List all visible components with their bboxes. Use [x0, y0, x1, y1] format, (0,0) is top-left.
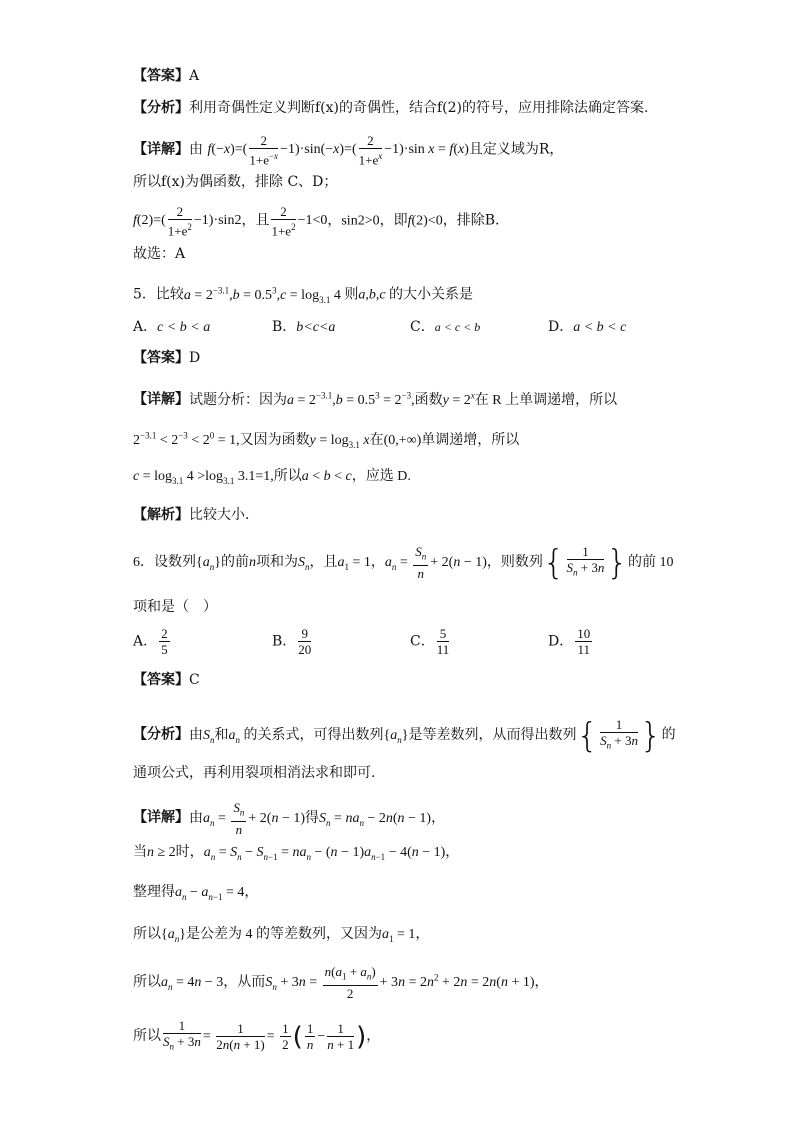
- analysis-text: 利用奇偶性定义判断f(x)的奇偶性，结合f(2)的符号，应用排除法确定答案.: [189, 100, 649, 116]
- option-numerator: 2: [161, 626, 168, 641]
- q4-conclusion: [133, 244, 185, 264]
- analysis-text: 通项公式，再利用裂项相消法求和即可.: [133, 765, 376, 781]
- option-label: B．: [272, 633, 297, 650]
- q6-answer-line: [133, 670, 200, 690]
- detail-text: 试题分析：因为$a = 2^{-3.1},b = 0.5^3 = 2^{-3}$,函数$y = 2^x$在 R 上单调递增，所以: [189, 390, 618, 408]
- q4-detail-line-1: [133, 133, 563, 167]
- q6-analysis-line: [133, 717, 676, 754]
- q5-stem: [133, 280, 473, 309]
- q6-detail-line-4: [133, 924, 429, 949]
- q6-detail-line-1: [133, 800, 445, 837]
- detail-text: $c = \log_{3.1} 4 >\log_{3.1}$ 3.1=1,所以a < b < c，应选 D.: [133, 469, 411, 486]
- option-numerator: 9: [298, 626, 311, 642]
- option-label: B．: [272, 319, 297, 335]
- formula-f2-neg: f(2)<0: [407, 213, 443, 229]
- jiexi-text: 比较大小.: [189, 507, 250, 523]
- q5-detail-line-3: [133, 466, 411, 491]
- detail-suffix: 且定义域为R，: [468, 141, 564, 158]
- option-text: a < b < c: [573, 320, 627, 335]
- option-label: A．: [133, 633, 158, 650]
- detail-text: 整理得$a_n - a_{n-1} = 4$，: [133, 885, 259, 902]
- stem-text: 项和是（ ）: [133, 599, 217, 615]
- option-denominator: 20: [298, 642, 312, 657]
- option-label: C．: [410, 319, 435, 335]
- q6-analysis-line-2: [133, 763, 375, 783]
- q6-option-b: [272, 626, 313, 657]
- stem-formula: $a = 2^{-3.1},b = 0.5^3,c = \log_{3.1} 4$: [183, 285, 345, 305]
- q6-option-c: [410, 626, 451, 657]
- q6-stem-line-2: [133, 597, 217, 617]
- answer-tag: 【答案】: [133, 68, 189, 84]
- detail-text: 由$a_n$ = $\frac{S_n}{n}$ + 2(n − 1)得$S_n = na_n - 2n(n - 1)$，: [189, 800, 446, 837]
- detail-text: 所以$\{a_n\}$是公差为 4 的等差数列，又因为$a_1 = 1$，: [133, 927, 430, 944]
- detail-text: 所以f(x)为偶函数，排除 C、D；: [133, 174, 338, 190]
- text-and: ，且: [241, 212, 270, 229]
- text-ie: ，即: [379, 212, 408, 229]
- option-denominator: 11: [436, 642, 450, 657]
- detail-formula: f(−x)=( $\frac{2}{1+e^{-x}}$ −1)·sin(−x)=( $\frac{2}{1+e^x}$ −1)·sin x = f(x): [207, 133, 469, 168]
- q6-option-d: [548, 626, 594, 657]
- option-label: D．: [548, 633, 574, 650]
- q6-stem: [133, 544, 674, 581]
- formula-f2: f(2)=( $\frac{2}{1+e^2}$ −1)·sin2: [133, 204, 242, 239]
- answer-tag: 【答案】: [133, 672, 189, 688]
- option-text: a < c < b: [434, 320, 481, 334]
- q4-analysis-line: [133, 98, 648, 118]
- detail-text: $2^{-3.1} < 2^{-3} < 2^0 = 1$,又因为函数$y = \log_{3.1} x$在(0,+∞)单调递增，所以: [133, 430, 520, 450]
- option-denominator: 5: [161, 642, 168, 657]
- option-label: A．: [133, 319, 158, 335]
- q6-detail-line-2: [133, 842, 459, 867]
- q5-answer-line: [133, 348, 200, 368]
- answer-value: D: [189, 350, 201, 366]
- detail-tag: 【详解】: [133, 141, 189, 158]
- option-label: D．: [548, 319, 574, 335]
- answer-value: A: [189, 68, 200, 84]
- formula-ineq: $\frac{2}{1+e^2}$ −1<0: [271, 204, 328, 239]
- detail-text: 当n ≥ 2时，$a_n = S_n - S_{n-1} = na_n - (n - 1)a_{n-1} - 4(n - 1)$，: [133, 845, 460, 862]
- q4-detail-line-2: [133, 172, 337, 192]
- q6-detail-line-3: [133, 882, 258, 907]
- q4-detail-line-3: [133, 204, 499, 238]
- analysis-suffix: 的: [661, 726, 676, 743]
- q6-detail-line-5: [133, 964, 549, 1001]
- text-exclude: ，排除B.: [442, 212, 500, 229]
- detail-text: 所以 $\frac{1}{S_n + 3n}$ = $\frac{1}{2n(n + 1)}$ = $\frac{1}{2}$ ( $\frac{1}{n}$ − $\frac{1}{n + 1}$ )，: [133, 1018, 381, 1052]
- option-text: b<c<a: [296, 320, 336, 335]
- detail-prefix: 由: [189, 141, 203, 158]
- option-label: C．: [410, 633, 435, 650]
- detail-text: 所以$a_n = 4n - 3$，从而$S_n + 3n$ = $\frac{n(a_1 + a_n)}{2}$ + $3n = 2n^2 + 2n = 2n(n + 1)$，: [133, 964, 549, 1001]
- jiexi-tag: 【解析】: [133, 507, 189, 523]
- q5-option-b: [272, 316, 335, 336]
- q5-option-d: [548, 316, 626, 336]
- q5-detail-line-1: [133, 385, 617, 411]
- option-numerator: 10: [577, 626, 591, 641]
- analysis-tag: 【分析】: [133, 100, 189, 116]
- q5-jiexi-line: [133, 505, 249, 525]
- q4-answer-line: [133, 66, 199, 86]
- stem-prefix: 5．比较: [133, 286, 184, 303]
- q6-option-a: [133, 626, 172, 657]
- answer-value: C: [189, 672, 200, 688]
- text-comma: ，: [327, 212, 342, 229]
- option-numerator: 5: [437, 626, 450, 642]
- stem-text: 6．设数列$\{a_n\}$的前n项和为$S_n$，且$a_1 = 1$，$a_n$ = $\frac{S_n}{n}$ + 2(n − 1)，则数列{ $\frac{1}{S_n + 3n}$ }的前 10: [133, 542, 674, 583]
- formula-sin2: sin2>0: [341, 213, 380, 229]
- analysis-tag: 【分析】: [133, 726, 189, 743]
- option-text: c < b < a: [157, 320, 211, 335]
- q5-option-c: [410, 316, 480, 336]
- analysis-text: 由$S_n$和$a_n$ 的关系式，可得出数列$\{a_n\}$是等差数列，从而得出数列{ $\frac{1}{S_n + 3n}$ }: [189, 715, 662, 756]
- option-denominator: 11: [577, 642, 590, 657]
- detail-tag: 【详解】: [133, 391, 189, 408]
- detail-tag: 【详解】: [133, 809, 189, 826]
- conclusion-text: 故选：A: [133, 246, 186, 262]
- q5-detail-line-2: [133, 425, 519, 454]
- stem-suffix: 则a,b,c 的大小关系是: [344, 287, 474, 303]
- answer-tag: 【答案】: [133, 350, 189, 366]
- q6-detail-line-6: [133, 1018, 380, 1055]
- q5-option-a: [133, 316, 210, 336]
